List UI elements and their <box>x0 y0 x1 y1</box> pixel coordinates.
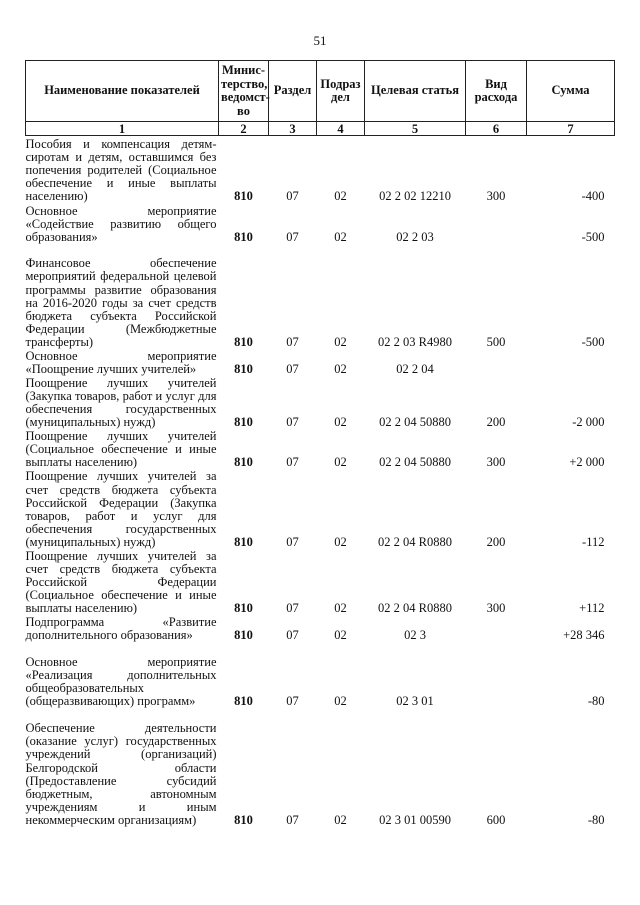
table-row <box>26 549 615 615</box>
col-number: 6 <box>466 122 527 136</box>
row-sum: -112 <box>582 534 605 549</box>
column-number-row <box>26 122 615 136</box>
row-target: 02 2 02 12210 <box>379 188 451 203</box>
row-kind: 200 <box>486 534 506 549</box>
row-name: Обеспечение деятельности (оказание услуг) государственных учреждений (организаций) Белгородской области (Предоставление субсидий бюджетным, автономным учреждениям и иным некоммерческим организациям) <box>25 721 217 827</box>
col-number: 1 <box>26 122 219 136</box>
row-name: Поощрение лучших учителей за счет средств бюджета субъекта Российской Федерации (Закупка товаров, работ и услуг для обеспечения государственных (муниципальных) нужд) <box>25 469 217 549</box>
row-subsection: 02 <box>334 334 347 349</box>
row-section: 07 <box>286 334 299 349</box>
row-name: Поощрение лучших учителей за счет средств бюджета субъекта Российской Федерации (Социальное обеспечение и иные выплаты населению) <box>25 548 217 615</box>
row-section: 07 <box>286 229 299 244</box>
row-target: 02 2 03 <box>396 229 434 244</box>
row-target: 02 2 04 50880 <box>379 454 451 469</box>
row-target: 02 2 03 R4980 <box>378 334 452 349</box>
col-number: 7 <box>527 122 615 136</box>
row-name: Основное мероприятие «Содействие развитию общего образования» <box>25 203 217 244</box>
row-subsection: 02 <box>334 188 347 203</box>
row-ministry: 810 <box>234 534 253 549</box>
row-ministry: 810 <box>234 627 253 642</box>
row-section: 07 <box>286 534 299 549</box>
table-row <box>26 376 615 429</box>
row-section: 07 <box>286 627 299 642</box>
row-sum: +28 346 <box>563 627 605 642</box>
row-ministry: 810 <box>234 188 253 203</box>
col-number: 3 <box>269 122 317 136</box>
row-ministry: 810 <box>234 600 253 615</box>
row-ministry: 810 <box>234 229 253 244</box>
row-kind <box>466 615 527 642</box>
row-sum: -80 <box>587 812 605 827</box>
header-section: Раздел <box>269 61 317 122</box>
row-target: 02 2 04 50880 <box>379 414 451 429</box>
row-kind: 500 <box>486 334 506 349</box>
row-ministry: 810 <box>234 414 253 429</box>
row-section: 07 <box>286 414 299 429</box>
row-subsection: 02 <box>334 229 347 244</box>
row-section: 07 <box>286 188 299 203</box>
row-sum <box>527 349 615 376</box>
row-name: Поощрение лучших учителей (Социальное обеспечение и иные выплаты населению) <box>25 428 217 469</box>
row-section: 07 <box>286 600 299 615</box>
col-number: 4 <box>317 122 365 136</box>
table-row <box>26 203 615 244</box>
row-name: Основное мероприятие «Поощрение лучших учителей» <box>25 348 217 376</box>
table-row <box>26 136 615 204</box>
row-section: 07 <box>286 693 299 708</box>
header-target: Целевая статья <box>365 61 466 122</box>
header-sum: Сумма <box>527 61 615 122</box>
table-header-row <box>26 61 615 122</box>
row-kind <box>466 349 527 376</box>
row-sum: -2 000 <box>572 414 605 429</box>
header-subsection: Подраз дел <box>317 61 365 122</box>
row-name: Пособия и компенсация детям-сиротам и детям, оставшимся без попечения родителей (Социальное обеспечение и иные выплаты населению) <box>25 136 217 203</box>
table-row <box>26 469 615 549</box>
table-row <box>26 429 615 469</box>
row-subsection: 02 <box>334 693 347 708</box>
row-target: 02 3 <box>404 627 426 642</box>
row-name: Поощрение лучших учителей (Закупка товаров, работ и услуг для обеспечения государственных (муниципальных) нужд) <box>25 375 217 429</box>
row-kind: 200 <box>486 414 506 429</box>
row-sum: +112 <box>579 600 605 615</box>
row-target: 02 3 01 00590 <box>379 812 451 827</box>
row-sum: +2 000 <box>569 454 605 469</box>
row-subsection: 02 <box>334 361 347 376</box>
table-row <box>26 244 615 349</box>
row-kind: 300 <box>486 454 506 469</box>
row-subsection: 02 <box>334 414 347 429</box>
row-sum: -500 <box>581 229 605 244</box>
row-kind: 300 <box>486 188 506 203</box>
row-ministry: 810 <box>234 361 253 376</box>
row-subsection: 02 <box>334 627 347 642</box>
row-kind: 300 <box>486 600 506 615</box>
budget-table <box>25 60 615 827</box>
row-name: Основное мероприятие «Реализация дополнительных общеобразовательных (общеразвивающих) программ» <box>25 654 217 708</box>
row-ministry: 810 <box>234 693 253 708</box>
table-row <box>26 708 615 827</box>
header-name: Наименование показателей <box>26 61 219 122</box>
row-ministry: 810 <box>234 454 253 469</box>
row-subsection: 02 <box>334 600 347 615</box>
row-name: Подпрограмма «Развитие дополнительного образования» <box>25 614 217 642</box>
row-target: 02 2 04 R0880 <box>378 600 452 615</box>
row-sum: -80 <box>587 693 605 708</box>
table-row <box>26 349 615 376</box>
row-kind <box>466 642 527 708</box>
row-sum: -500 <box>581 334 605 349</box>
page-number: 51 <box>313 33 327 48</box>
row-subsection: 02 <box>334 454 347 469</box>
row-section: 07 <box>286 454 299 469</box>
header-ministry: Минис-терство, ведомст-во <box>219 61 269 122</box>
row-target: 02 2 04 <box>396 361 434 376</box>
row-subsection: 02 <box>334 534 347 549</box>
row-sum: -400 <box>581 188 605 203</box>
table-row <box>26 615 615 642</box>
row-target: 02 2 04 R0880 <box>378 534 452 549</box>
row-ministry: 810 <box>234 334 253 349</box>
table-row <box>26 642 615 708</box>
col-number: 2 <box>219 122 269 136</box>
row-section: 07 <box>286 361 299 376</box>
row-kind: 600 <box>486 812 506 827</box>
row-subsection: 02 <box>334 812 347 827</box>
row-ministry: 810 <box>234 812 253 827</box>
row-kind <box>466 203 527 244</box>
header-kind: Вид расхода <box>466 61 527 122</box>
row-section: 07 <box>286 812 299 827</box>
col-number: 5 <box>365 122 466 136</box>
row-target: 02 3 01 <box>396 693 434 708</box>
row-name: Финансовое обеспечение мероприятий федеральной целевой программы развитие образования на 2016-2020 годы за счет средств бюджета субъекта Российской Федерации (Межбюджетные трансферты) <box>25 256 217 349</box>
